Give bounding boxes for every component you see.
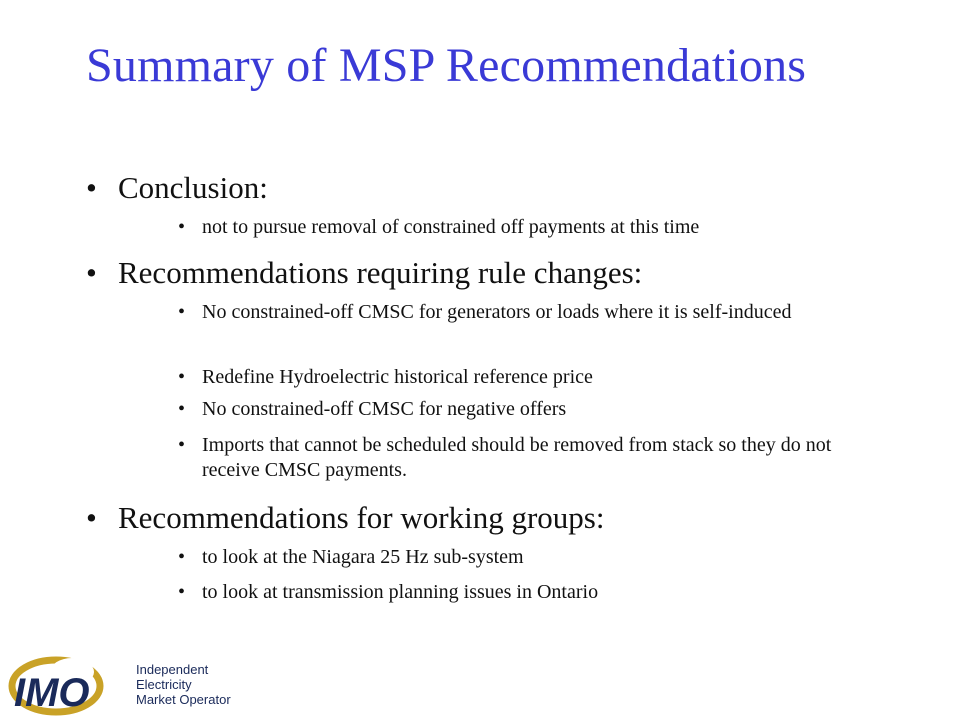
- bullet-dot: •: [86, 255, 97, 290]
- sub-bullet-dot: •: [178, 546, 186, 568]
- bullet-text: Recommendations requiring rule changes:: [118, 255, 643, 290]
- bullet-dot: •: [86, 500, 97, 535]
- sub-bullet-text: to look at transmission planning issues in Ontario: [202, 581, 599, 603]
- logo-line: Market Operator: [136, 692, 231, 707]
- sub-bullet-text: to look at the Niagara 25 Hz sub-system: [202, 546, 524, 568]
- sub-bullet-text: not to pursue removal of constrained off payments at this time: [202, 216, 700, 238]
- sub-bullet-text: Redefine Hydroelectric historical reference price: [202, 366, 593, 388]
- sub-bullet-text: Imports that cannot be scheduled should be removed from stack so they do not receive CMSC payments.: [202, 434, 832, 481]
- sub-bullet-dot: •: [178, 216, 186, 238]
- logo-text: [136, 662, 231, 707]
- sub-bullet-text: No constrained-off CMSC for generators or loads where it is self-induced: [202, 301, 792, 323]
- sub-bullet-text: No constrained-off CMSC for negative offers: [202, 398, 567, 420]
- bullet-text: Conclusion:: [118, 170, 268, 205]
- sub-bullet-dot: •: [178, 581, 186, 603]
- slide-title: Summary of MSP Recommendations: [86, 39, 807, 92]
- bullet-dot: •: [86, 170, 97, 205]
- logo-line: Independent: [136, 662, 209, 677]
- sub-bullet-dot: •: [178, 398, 186, 420]
- logo-acronym: IMO: [14, 671, 90, 715]
- sub-bullet-dot: •: [178, 301, 186, 323]
- sub-bullet-dot: •: [178, 366, 186, 388]
- bullet-text: Recommendations for working groups:: [118, 500, 605, 535]
- logo-line: Electricity: [136, 677, 192, 692]
- sub-bullet-dot: •: [178, 434, 186, 456]
